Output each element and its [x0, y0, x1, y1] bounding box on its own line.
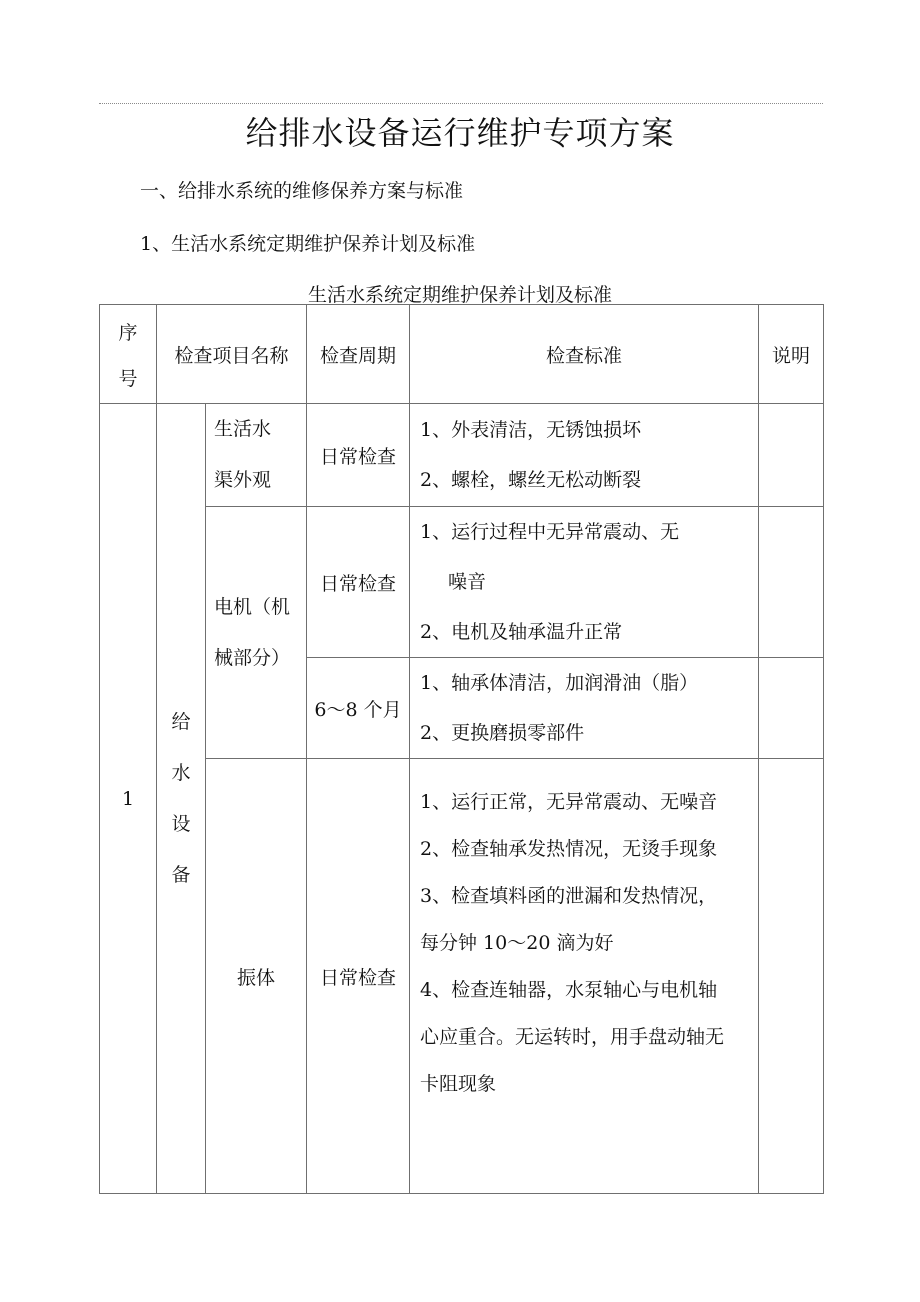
table-row: [100, 759, 824, 1194]
maintenance-table: [99, 304, 824, 1194]
check-standard: 1、运行正常，无异常震动、无噪音 2、检查轴承发热情况，无烫手现象 3、检查填料函的泄漏和发热情况， 每分钟 10～20 滴为好 4、检查连轴器，水泵轴心与电机轴 心应重合。无运转时，用手盘动轴无 卡阻现象: [410, 759, 759, 1194]
note-cell: [759, 759, 824, 1194]
header-item-name: 检查项目名称: [157, 305, 307, 404]
check-cycle: 日常检查: [307, 759, 410, 1194]
note-cell: [759, 658, 824, 759]
item-name: 电机（机 械部分）: [206, 507, 307, 759]
table-row: [100, 404, 824, 507]
table-row: [100, 507, 824, 658]
header-standard: 检查标准: [410, 305, 759, 404]
document-title: 给排水设备运行维护专项方案: [245, 114, 675, 152]
group-category: 给 水 设 备: [157, 404, 206, 1194]
header-seq: 序 号: [100, 305, 157, 404]
check-standard: 1、轴承体清洁，加润滑油（脂） 2、更换磨损零部件: [410, 658, 759, 759]
header-cycle: 检查周期: [307, 305, 410, 404]
table-caption: 生活水系统定期维护保养计划及标准: [307, 284, 612, 306]
item-name: 振体: [206, 759, 307, 1194]
group-seq: 1: [100, 404, 157, 1194]
check-cycle: 日常检查: [307, 404, 410, 507]
item-name: 生活水 渠外观: [206, 404, 307, 507]
table-header-row: [100, 305, 824, 404]
sub-heading: 1、生活水系统定期维护保养计划及标准: [140, 233, 476, 255]
header-rule: [99, 103, 823, 104]
check-cycle: 6～8 个月: [307, 658, 410, 759]
header-note: 说明: [759, 305, 824, 404]
section-heading: 一、给排水系统的维修保养方案与标准: [140, 180, 464, 202]
check-cycle: 日常检查: [307, 507, 410, 658]
check-standard: 1、外表清洁，无锈蚀损坏 2、螺栓，螺丝无松动断裂: [410, 404, 759, 507]
check-standard: 1、运行过程中无异常震动、无 噪音 2、电机及轴承温升正常: [410, 507, 759, 658]
note-cell: [759, 507, 824, 658]
note-cell: [759, 404, 824, 507]
